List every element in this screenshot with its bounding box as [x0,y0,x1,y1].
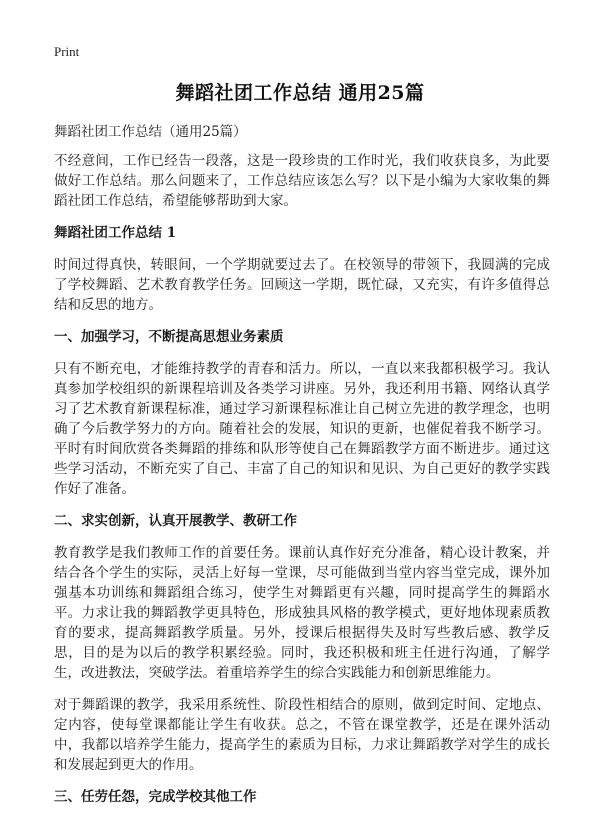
section-title: 舞蹈社团工作总结 1 [54,225,177,241]
opening-paragraph: 时间过得真快，转眼间，一个学期就要过去了。在校领导的带领下，我圆满的完成了学校舞蹈、艺术教育教学任务。回顾这一学期，既忙碌，又充实，有许多值得总结和反思的地方。 [54,257,550,313]
document-body [54,122,550,819]
document-title: 舞蹈社团工作总结 通用25篇 [175,82,425,104]
part2-heading: 二、求实创新，认真开展教学、教研工作 [54,513,297,529]
part1-paragraph: 只有不断充电，才能维持教学的青春和活力。所以，一直以来我都积极学习。我认真参加学校组织的新课程培训及各类学习讲座。另外，我还利用书籍、网络认真学习了艺术教育新课程标准，通过学习新课程标准让自己树立先进的教学理念，也明确了今后教学努力的方向。随着社会的发展，知识的更新，也催促着我不断学习。平时有时间欣赏各类舞蹈的排练和队形等使自己在舞蹈教学方面不断进步。通过这些学习活动，不断充实了自己、丰富了自己的知识和见识、为自己更好的教学实践作好了准备。 [54,361,550,497]
part2-paragraph-2: 对于舞蹈课的教学，我采用系统性、阶段性相结合的原则，做到定时间、定地点、定内容，使每堂课都能让学生有收获。总之，不管在课堂教学，还是在课外活动中，我都以培养学生能力，提高学生的素质为目标，力求让舞蹈教学对学生的成长和发展起到更大的作用。 [54,697,550,773]
part3-heading: 三、任劳任怨，完成学校其他工作 [54,789,257,805]
document-subtitle: 舞蹈社团工作总结（通用25篇） [54,124,247,140]
print-link[interactable]: Print [54,44,80,59]
intro-paragraph: 不经意间，工作已经告一段落，这是一段珍贵的工作时光，我们收获良多，为此要做好工作总结。那么问题来了，工作总结应该怎么写？以下是小编为大家收集的舞蹈社团工作总结，希望能够帮助到大家。 [54,153,550,209]
part1-heading: 一、加强学习，不断提高思想业务素质 [54,329,284,345]
part2-paragraph-1: 教育教学是我们教师工作的首要任务。课前认真作好充分准备，精心设计教案，并结合各个学生的实际，灵活上好每一堂课，尽可能做到当堂内容当堂完成，课外加强基本功训练和舞蹈组合练习，使学生对舞蹈更有兴趣，同时提高学生的舞蹈水平。力求让我的舞蹈教学更具特色，形成独具风格的教学模式，更好地体现素质教育的要求，提高舞蹈教学质量。另外，授课后根据得失及时写些教后感、教学反思，目的是为以后的教学积累经验。同时，我还积极和班主任进行沟通，了解学生，改进教法，突破学法。着重培养学生的综合实践能力和创新思维能力。 [54,545,550,681]
